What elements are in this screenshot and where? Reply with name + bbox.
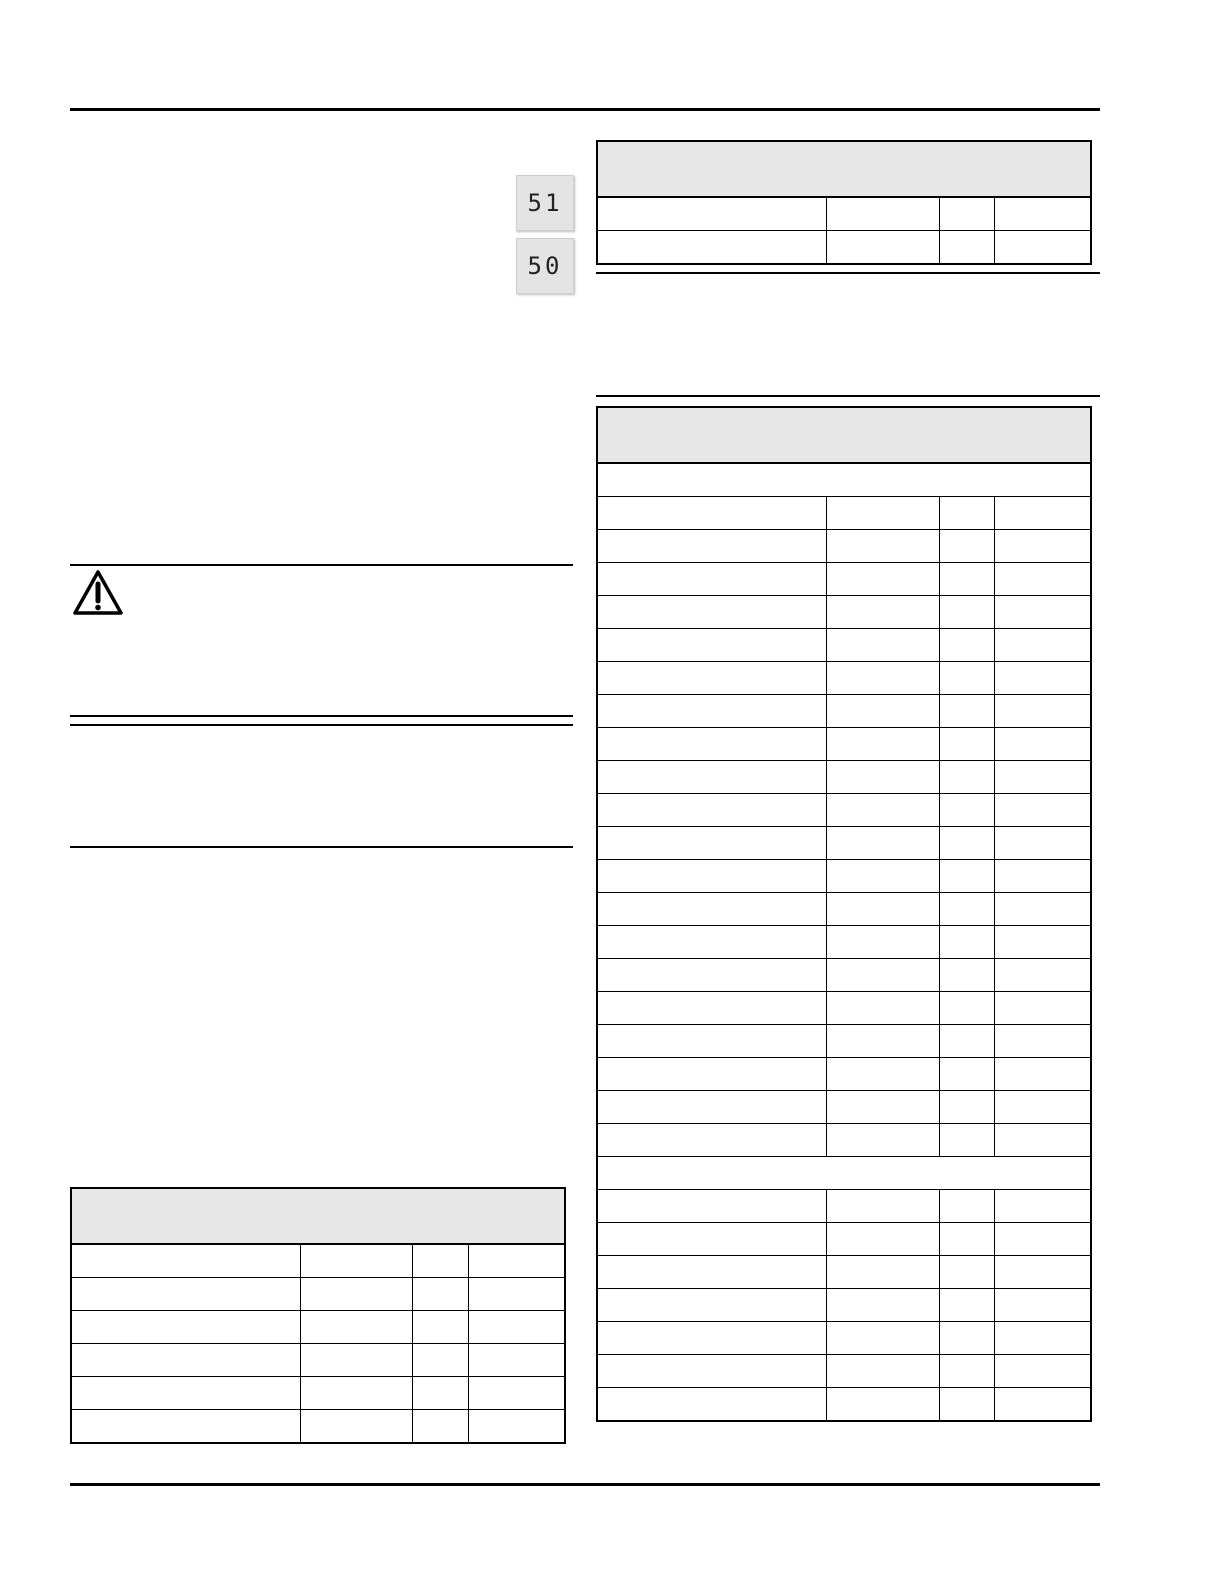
table-cell (826, 1091, 939, 1124)
table-row (597, 1322, 1091, 1355)
table-cell (939, 1124, 994, 1157)
table-cell (994, 827, 1091, 860)
table-header (71, 1188, 565, 1244)
table-cell (597, 1190, 826, 1223)
table-cell (939, 497, 994, 530)
table-row (71, 1410, 565, 1444)
table-cell (826, 926, 939, 959)
table-cell (826, 1355, 939, 1388)
main-right-table (596, 406, 1092, 1422)
table-row (71, 1311, 565, 1344)
table-cell (994, 893, 1091, 926)
table-cell (597, 695, 826, 728)
table-cell (826, 231, 939, 265)
table-row (597, 231, 1091, 265)
table-cell (300, 1344, 412, 1377)
table-cell (939, 695, 994, 728)
table-cell (412, 1311, 468, 1344)
table-row (71, 1377, 565, 1410)
table-cell (939, 1256, 994, 1289)
table-row (597, 926, 1091, 959)
table-cell (468, 1244, 565, 1278)
table-cell (994, 1256, 1091, 1289)
table-cell (826, 992, 939, 1025)
table-row (597, 959, 1091, 992)
table-cell (597, 1256, 826, 1289)
table-cell (994, 530, 1091, 563)
table-cell (71, 1278, 300, 1311)
table-cell (939, 530, 994, 563)
table-cell (826, 761, 939, 794)
table-row (597, 1091, 1091, 1124)
table-cell (939, 1388, 994, 1422)
table-cell (994, 197, 1091, 231)
table-header-row (71, 1188, 565, 1244)
table-cell (939, 1223, 994, 1256)
table-cell (994, 563, 1091, 596)
table-row (597, 1256, 1091, 1289)
table-header-row (597, 407, 1091, 463)
table-cell (994, 231, 1091, 265)
table-cell (597, 794, 826, 827)
table-cell (994, 1388, 1091, 1422)
table-cell (468, 1377, 565, 1410)
table-cell (597, 1322, 826, 1355)
table-cell (994, 1124, 1091, 1157)
table-cell (597, 197, 826, 231)
table-cell (597, 563, 826, 596)
table-cell (939, 662, 994, 695)
table-cell (994, 959, 1091, 992)
table-cell (826, 827, 939, 860)
table-cell (994, 662, 1091, 695)
table-row (71, 1278, 565, 1311)
table-cell (994, 1223, 1091, 1256)
table-cell (994, 992, 1091, 1025)
table-cell (826, 695, 939, 728)
table-cell (597, 530, 826, 563)
table-cell (826, 530, 939, 563)
table-cell (826, 1058, 939, 1091)
table-cell (826, 1190, 939, 1223)
bottom-left-table (70, 1187, 566, 1444)
table-cell (939, 893, 994, 926)
table-cell (939, 1058, 994, 1091)
table-row (597, 728, 1091, 761)
table-row (597, 794, 1091, 827)
table-cell (300, 1244, 412, 1278)
table-cell (939, 629, 994, 662)
table-section-label (597, 463, 1091, 497)
table-row (597, 563, 1091, 596)
table-cell (826, 1289, 939, 1322)
table-cell (412, 1377, 468, 1410)
table-cell (412, 1278, 468, 1311)
table-cell (468, 1344, 565, 1377)
table-cell (994, 596, 1091, 629)
table-cell (597, 860, 826, 893)
table-cell (412, 1410, 468, 1444)
table-cell (939, 1190, 994, 1223)
table-cell (300, 1410, 412, 1444)
table-cell (826, 563, 939, 596)
table-cell (994, 497, 1091, 530)
table-cell (939, 1025, 994, 1058)
table-cell (826, 662, 939, 695)
table-cell (826, 629, 939, 662)
table-cell (597, 629, 826, 662)
table-row (597, 596, 1091, 629)
table-row (597, 1025, 1091, 1058)
warning-triangle-icon (72, 569, 124, 617)
table-cell (994, 1289, 1091, 1322)
table-cell (597, 1124, 826, 1157)
table-cell (300, 1311, 412, 1344)
table-cell (994, 1025, 1091, 1058)
table-cell (597, 662, 826, 695)
table-row (597, 695, 1091, 728)
table-cell (994, 761, 1091, 794)
table-cell (597, 1058, 826, 1091)
table-cell (994, 695, 1091, 728)
table-cell (597, 1091, 826, 1124)
table-row (597, 1190, 1091, 1223)
table-cell (939, 197, 994, 231)
table-cell (597, 1388, 826, 1422)
table-cell (826, 497, 939, 530)
table-cell (994, 860, 1091, 893)
table-cell (939, 1322, 994, 1355)
table-cell (71, 1311, 300, 1344)
table-cell (468, 1278, 565, 1311)
table-cell (826, 1388, 939, 1422)
table-section-row (597, 1157, 1091, 1190)
table-row (597, 827, 1091, 860)
table-section-row (597, 463, 1091, 497)
table-cell (468, 1311, 565, 1344)
table-cell (597, 992, 826, 1025)
table-cell (939, 728, 994, 761)
table-cell (826, 596, 939, 629)
table-cell (597, 893, 826, 926)
warning-top-rule (70, 564, 573, 566)
table-cell (994, 1322, 1091, 1355)
table-cell (826, 1322, 939, 1355)
table-cell (939, 1091, 994, 1124)
table-cell (939, 992, 994, 1025)
display-lower (516, 238, 574, 294)
table-cell (939, 959, 994, 992)
table-row (71, 1244, 565, 1278)
table-cell (939, 761, 994, 794)
table-cell (71, 1410, 300, 1444)
footer-rule (70, 1483, 1100, 1486)
table-row (597, 629, 1091, 662)
table-row (597, 530, 1091, 563)
table-section-label (597, 1157, 1091, 1190)
table-cell (826, 1256, 939, 1289)
table-cell (994, 728, 1091, 761)
table-cell (412, 1344, 468, 1377)
table-cell (994, 1355, 1091, 1388)
table-cell (826, 197, 939, 231)
table-row (597, 1289, 1091, 1322)
table-row (597, 1355, 1091, 1388)
warning-bottom-rule-a (70, 715, 573, 717)
table-cell (300, 1278, 412, 1311)
table-cell (939, 1289, 994, 1322)
top-rule (70, 108, 1100, 111)
table-cell (826, 1223, 939, 1256)
table-row (597, 662, 1091, 695)
table-cell (826, 860, 939, 893)
table-cell (597, 926, 826, 959)
table-cell (994, 794, 1091, 827)
table-row (597, 1388, 1091, 1422)
table-row (597, 497, 1091, 530)
table-cell (412, 1244, 468, 1278)
table-cell (468, 1410, 565, 1444)
table-cell (826, 959, 939, 992)
table-cell (597, 959, 826, 992)
table-row (597, 992, 1091, 1025)
table-cell (994, 1190, 1091, 1223)
right-section-rule (596, 395, 1100, 397)
table-cell (994, 1058, 1091, 1091)
table-cell (597, 497, 826, 530)
right-table-bottom-rule (596, 272, 1100, 274)
table-cell (300, 1377, 412, 1410)
table-row (597, 1223, 1091, 1256)
note-bottom-rule (70, 846, 573, 848)
table-cell (597, 1355, 826, 1388)
table-cell (597, 728, 826, 761)
table-row (597, 893, 1091, 926)
table-cell (939, 926, 994, 959)
table-cell (939, 596, 994, 629)
table-cell (939, 860, 994, 893)
table-cell (939, 1355, 994, 1388)
table-header (597, 407, 1091, 463)
table-cell (939, 563, 994, 596)
table-cell (826, 1025, 939, 1058)
display-upper-value: 51 (527, 189, 563, 217)
table-cell (597, 1223, 826, 1256)
table-cell (826, 893, 939, 926)
table-row (597, 1124, 1091, 1157)
table-cell (597, 1025, 826, 1058)
table-row (597, 860, 1091, 893)
table-cell (994, 629, 1091, 662)
table-row (597, 197, 1091, 231)
table-cell (597, 827, 826, 860)
table-cell (597, 1289, 826, 1322)
table-cell (939, 827, 994, 860)
table-cell (597, 596, 826, 629)
table-header (597, 141, 1091, 197)
display-lower-value: 50 (527, 252, 563, 280)
table-cell (994, 1091, 1091, 1124)
table-cell (826, 1124, 939, 1157)
table-cell (597, 231, 826, 265)
table-row (597, 761, 1091, 794)
table-header-row (597, 141, 1091, 197)
table-row (597, 1058, 1091, 1091)
table-cell (939, 231, 994, 265)
display-upper (516, 175, 574, 231)
top-right-table (596, 140, 1092, 265)
table-cell (826, 794, 939, 827)
table-cell (826, 728, 939, 761)
table-cell (71, 1344, 300, 1377)
table-cell (597, 761, 826, 794)
table-row (71, 1344, 565, 1377)
table-cell (939, 794, 994, 827)
table-cell (71, 1244, 300, 1278)
table-cell (994, 926, 1091, 959)
table-cell (71, 1377, 300, 1410)
warning-bottom-rule-b (70, 724, 573, 726)
